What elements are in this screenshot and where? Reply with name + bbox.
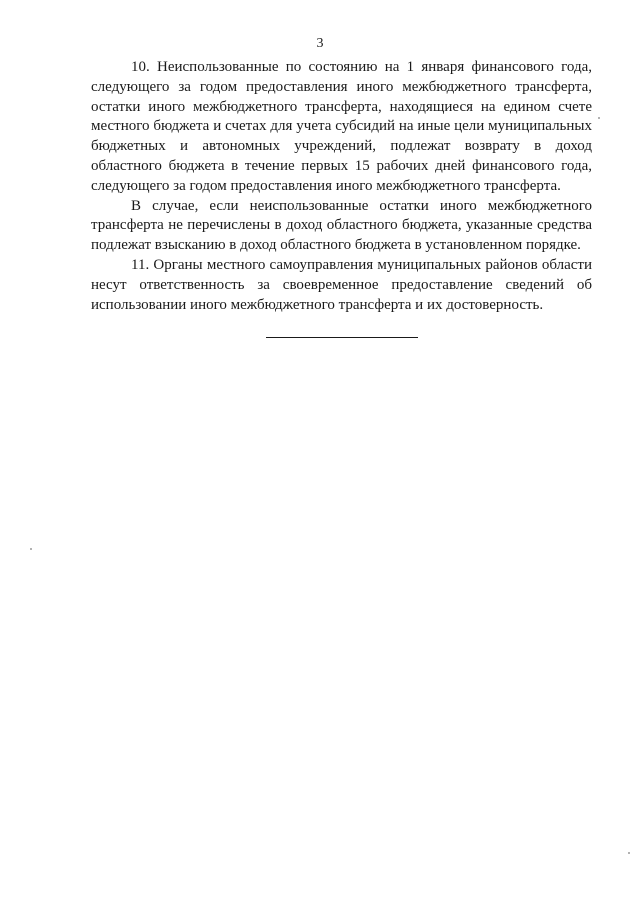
scan-speck <box>628 852 630 854</box>
page-number: 3 <box>316 36 324 51</box>
scan-speck <box>598 117 600 119</box>
scan-speck <box>30 548 32 550</box>
end-separator-line <box>266 337 418 338</box>
paragraph-10: 10. Неиспользованные по состоянию на 1 января финансового года, следующего за годом предоставления иного межбюджетного трансферта, остатки иного межбюджетного трансферта, находящиеся на едином счете местного бюджета и счетах для учета субсидий на иные цели муниципальных бюджетных и автономных учреждений, подлежат возврату в доход областного бюджета в течение первых 15 рабочих дней финансового года, следующего за годом предоставления иного межбюджетного трансферта. <box>91 59 592 194</box>
document-body <box>91 58 592 315</box>
paragraph-10-continuation: В случае, если неиспользованные остатки иного межбюджетного трансферта не перечислены в доход областного бюджета, указанные средства подлежат взысканию в доход областного бюджета в установленном порядке. <box>91 197 592 254</box>
paragraph-11: 11. Органы местного самоуправления муниципальных районов области несут ответственность за своевременное предоставление сведений об использовании иного межбюджетного трансферта и их достоверность. <box>91 256 592 313</box>
